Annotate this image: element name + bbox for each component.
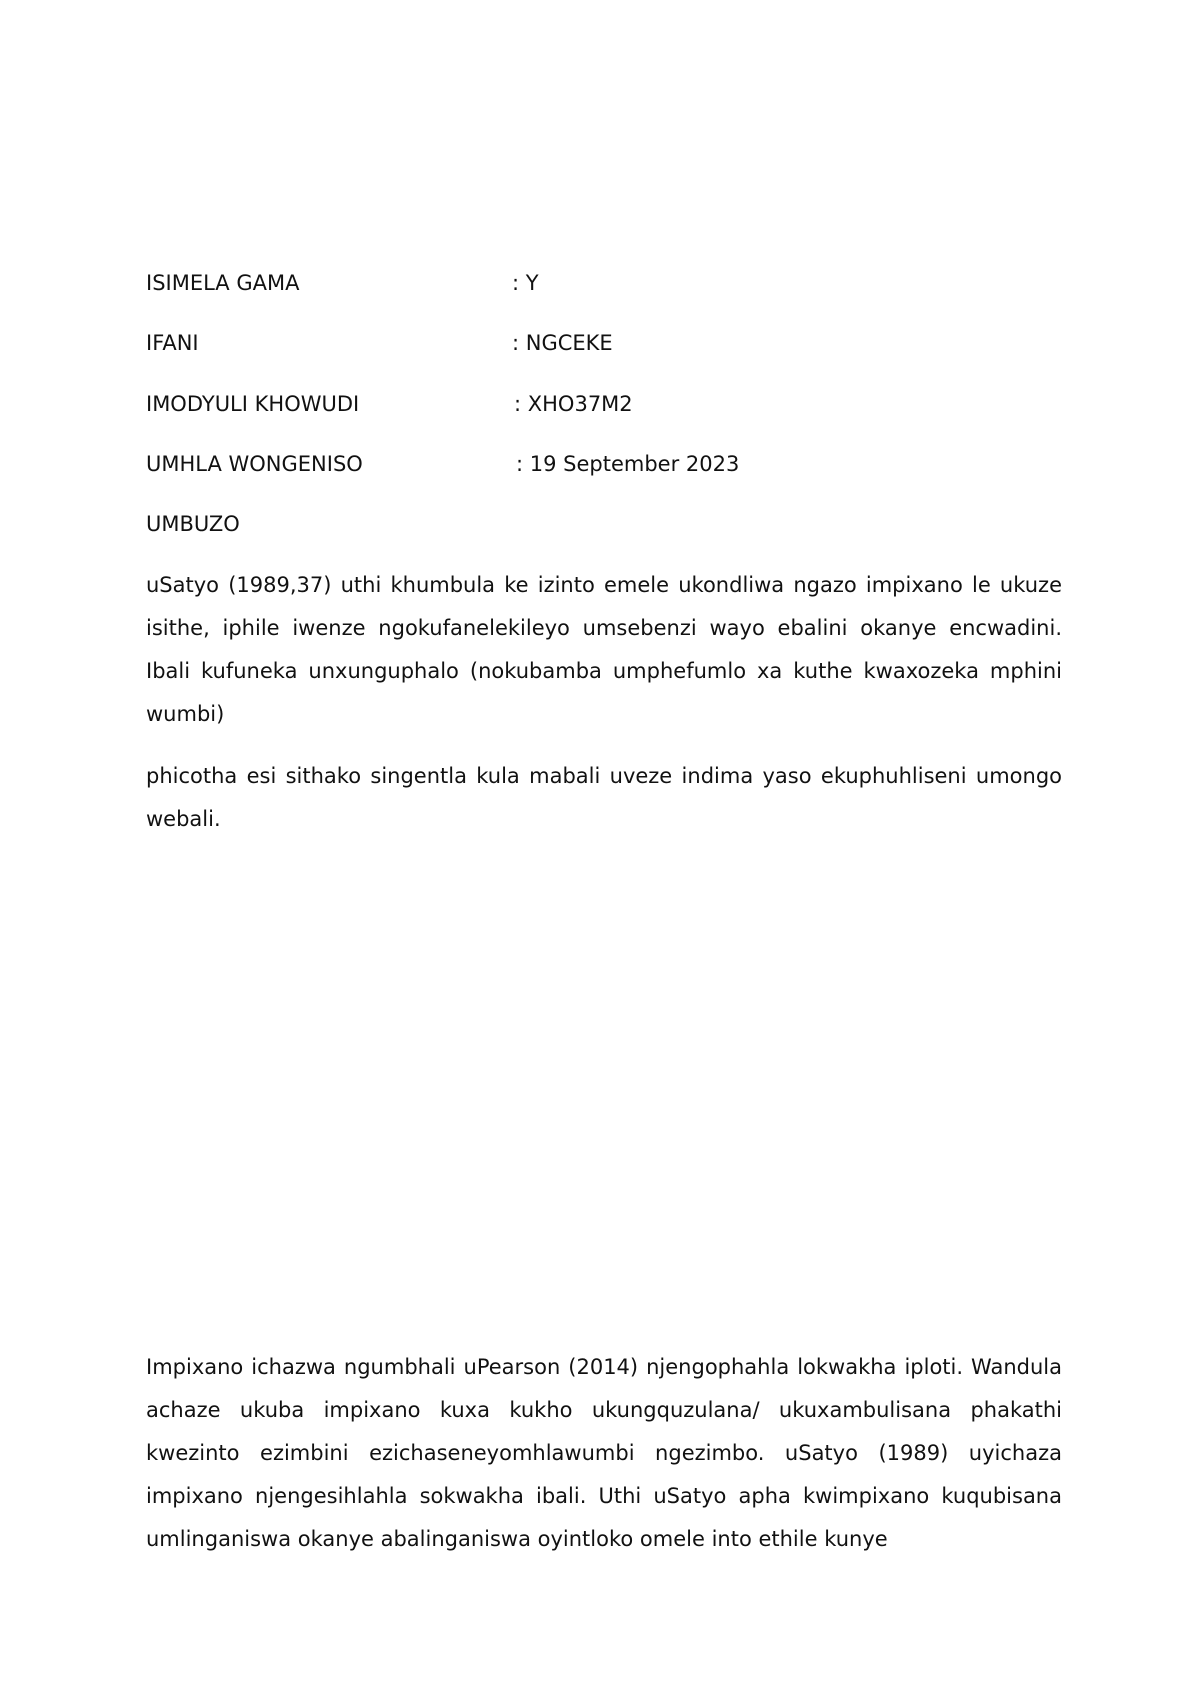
answer-paragraph: Impixano ichazwa ngumbhali uPearson (2014) njengophahla lokwakha iploti. Wandula achaze ukuba impixano kuxa kukho ukungquzulana/ ukuxambulisana phakathi kwezinto ezimbini ezichaseneyomhlawumbi ngezimbo. uSatyo (1989) uyichaza impixano njengesihlahla sokwakha ibali. Uthi uSatyo apha kwimpixano kuqubisana umlinganiswa okanye abalinganiswa oyintloko omele into ethile kunye — [146, 1355, 1062, 1551]
field-row-surname — [146, 328, 1066, 358]
question-paragraph: uSatyo (1989,37) uthi khumbula ke izinto emele ukondliwa ngazo impixano le ukuze isithe, iphile iwenze ngokufanelekileyo umsebenzi wayo ebalini okanye encwadini. Ibali kufuneka unxunguphalo (nokubamba umphefumlo xa kuthe kwaxozeka mphini wumbi) — [146, 573, 1062, 726]
field-row-module-code — [146, 389, 1066, 419]
field-row-submission-date — [146, 449, 1066, 479]
field-label: IFANI — [146, 331, 199, 355]
field-label: ISIMELA GAMA — [146, 271, 300, 295]
question-instruction-paragraph: phicotha esi sithako singentla kula mabali uveze indima yaso ekuphuhliseni umongo webali. — [146, 764, 1062, 831]
field-label: UMHLA WONGENISO — [146, 452, 363, 476]
field-value: : XHO37M2 — [514, 392, 633, 416]
question-heading: UMBUZO — [146, 512, 240, 536]
field-value: : 19 September 2023 — [516, 452, 740, 476]
field-value: : Y — [512, 271, 539, 295]
field-row-first-name — [146, 268, 1066, 298]
field-value: : NGCEKE — [512, 331, 613, 355]
field-label: IMODYULI KHOWUDI — [146, 392, 360, 416]
